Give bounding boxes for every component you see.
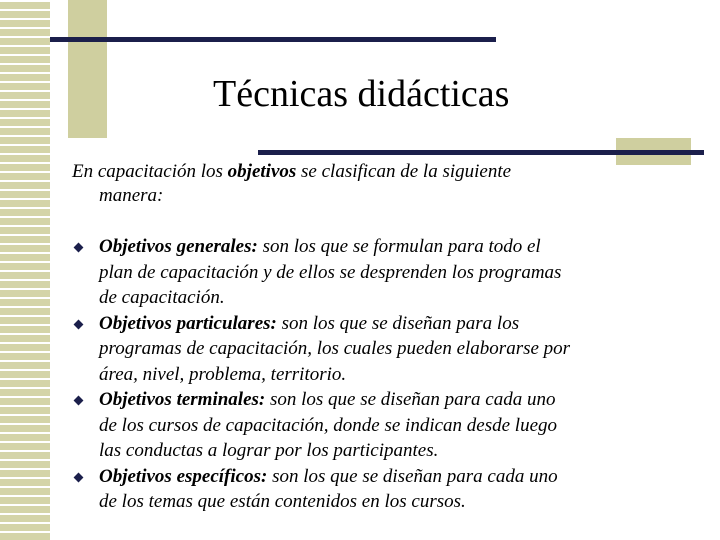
bullet-line-2: de los cursos de capacitación, donde se indican desde luego [99,414,558,436]
intro-line-2: manera: [99,185,164,206]
bullet-term: Objetivos específicos: [99,465,268,487]
diamond-bullet-icon [74,472,84,482]
bullet-line-1 [99,387,702,413]
bullet-line-3: área, nivel, problema, territorio. [99,363,347,385]
bullet-line-1 [99,234,702,260]
middle-rule [258,150,704,155]
bullet-text: son los que se diseñan para cada uno [267,465,558,487]
intro-paragraph [72,160,692,208]
diamond-bullet-icon [74,243,84,253]
bullet-text: son los que se diseñan para los [276,312,520,334]
bullet-text: son los que se formulan para todo el [257,236,541,257]
list-item-generales [72,234,702,311]
list-item-especificos [72,464,702,515]
top-rule [50,37,496,42]
bullet-line-3: las conductas a lograr por los participantes. [99,440,439,461]
bullet-line-2: plan de capacitación y de ellos se desprenden los programas [99,261,562,283]
bullet-line-1 [99,311,702,337]
bullet-text: son los que se diseñan para cada uno [265,389,556,410]
slide-title: Técnicas didácticas [213,73,510,115]
title-accent-bar [68,0,107,138]
bullet-line-2: programas de capacitación, los cuales pueden elaborarse por [99,338,571,359]
list-item-particulares [72,311,702,388]
diamond-bullet-icon [74,319,84,329]
intro-emphasis: objetivos [227,161,297,182]
bullet-term: Objetivos particulares: [99,312,277,334]
diamond-bullet-icon [74,396,84,406]
intro-prefix: En capacitación los [72,161,228,182]
bullet-line-3: de capacitación. [99,287,225,308]
bullet-term: Objetivos generales: [99,236,258,257]
decorative-stripes [0,0,50,540]
bullet-line-1 [99,464,702,490]
intro-suffix: se clasifican de la siguiente [296,161,512,182]
objectives-list [72,234,702,515]
intro-line-1 [72,160,692,184]
bullet-term: Objetivos terminales: [99,389,266,410]
list-item-terminales [72,387,702,464]
bullet-line-2: de los temas que están contenidos en los cursos. [99,491,466,512]
